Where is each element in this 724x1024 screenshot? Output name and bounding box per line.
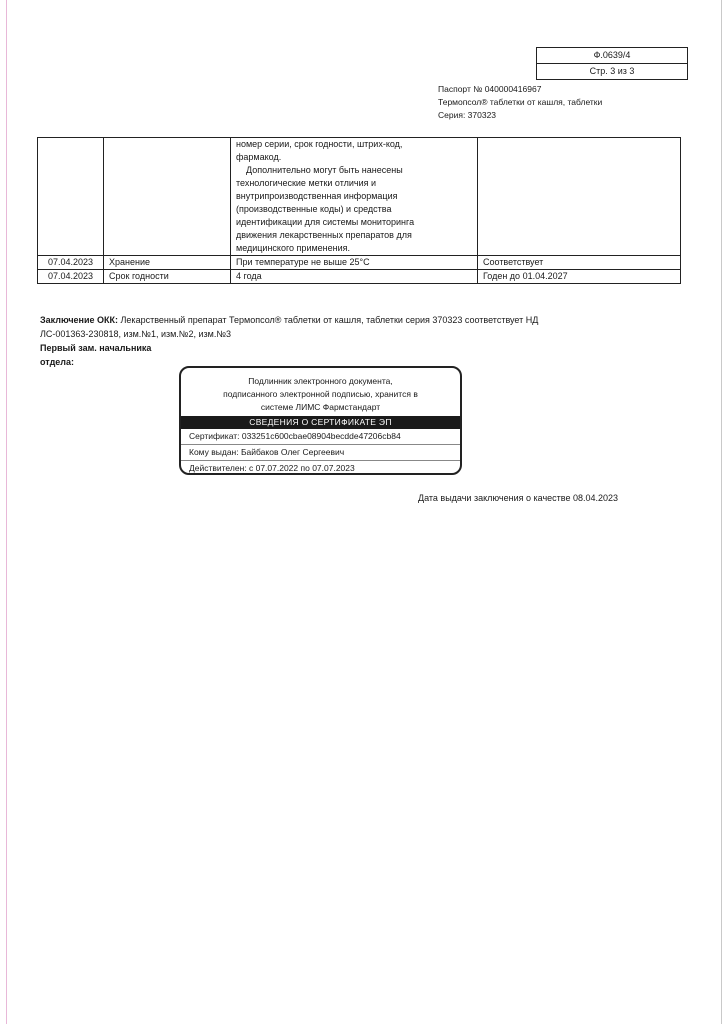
table-row [38,270,681,284]
param-cell: Срок годности [104,270,231,284]
passport-product: Термопсол® таблетки от кашля, таблетки [438,97,603,107]
signer-position: Первый зам. начальника [40,343,152,353]
signer-department: отдела: [40,357,75,367]
date-cell [38,138,104,256]
requirement-cell: 4 года [231,270,478,284]
issue-date: Дата выдачи заключения о качестве 08.04.2023 [418,493,618,503]
form-code: Ф.0639/4 [593,50,631,60]
passport-number: Паспорт № 040000416967 [438,84,542,94]
electronic-signature-stamp [179,366,462,475]
passport-info [438,83,602,122]
stamp-validity: Действителен: с 07.07.2022 по 07.07.2023 [181,460,460,475]
result-cell: Годен до 01.04.2027 [478,270,681,284]
requirement-cell [231,138,478,256]
stamp-header-bar: СВЕДЕНИЯ О СЕРТИФИКАТЕ ЭП [181,416,460,429]
test-results-table [37,137,681,284]
stamp-issued-to: Кому выдан: Байбаков Олег Сергеевич [181,444,460,460]
form-code-box [536,47,688,80]
desc-line: Дополнительно могут быть нанесены [246,165,403,175]
requirement-cell: При температуре не выше 25°С [231,256,478,270]
desc-line: номер серии, срок годности, штрих-код, [236,139,403,149]
stamp-line: Подлинник электронного документа, [248,376,393,386]
table-row [38,256,681,270]
stamp-line: системе ЛИМС Фармстандарт [260,402,381,412]
desc-line: идентификации для системы мониторинга [236,217,415,227]
result-cell [478,138,681,256]
stamp-line: подписанного электронной подписью, хранится в [223,389,418,399]
desc-line: технологические метки отличия и [236,178,377,188]
desc-line: внутрипроизводственная информация [236,191,398,201]
table-row [38,138,681,256]
stamp-notice [181,375,460,414]
desc-line: (производственные коды) и средства [236,204,392,214]
date-cell: 07.04.2023 [38,256,104,270]
param-cell: Хранение [104,256,231,270]
result-cell: Соответствует [478,256,681,270]
desc-line: движения лекарственных препаратов для [236,230,412,240]
param-cell [104,138,231,256]
desc-line: фармакод. [236,152,282,162]
conclusion-text: Лекарственный препарат Термопсол® таблетки от кашля, таблетки серия 370323 соответствует НД [118,315,539,325]
conclusion-block [40,313,540,369]
passport-series: Серия: 370323 [438,110,497,120]
conclusion-nd: ЛС-001363-230818, изм.№1, изм.№2, изм.№3 [40,329,231,339]
desc-line: медицинского применения. [236,243,351,253]
date-cell: 07.04.2023 [38,270,104,284]
stamp-certificate: Сертификат: 033251c600cbae08904becdde47206cb84 [189,431,401,441]
conclusion-label: Заключение ОКК: [40,315,119,325]
page-info: Стр. 3 из 3 [537,63,687,79]
scan-edge-left [6,0,7,1024]
scan-edge-right [721,0,722,1024]
conclusion-line [40,313,540,327]
